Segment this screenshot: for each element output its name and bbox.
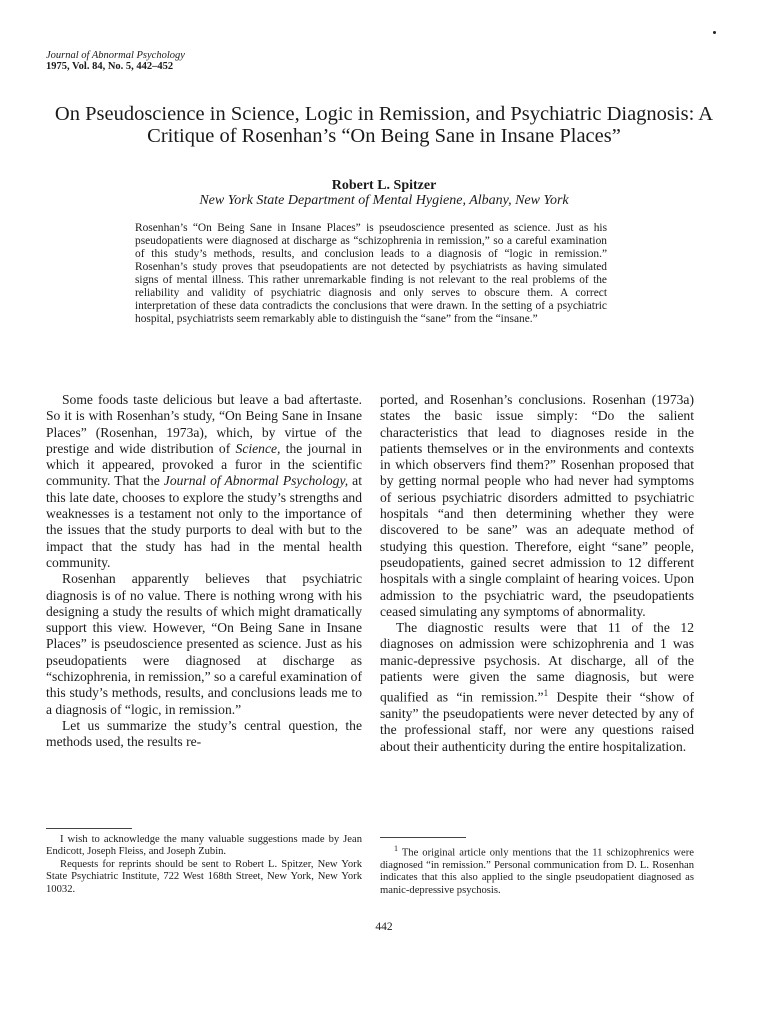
author-affiliation: New York State Department of Mental Hygiene, Albany, New York [199,193,569,208]
text-run: The diagnostic results were that 11 of the 12 diagnoses on admission were schizophrenia and 1 was manic-depressive psychosis. At discharge, all of the patients were given the same diagnosis, but were qualified as “in remission.” [380,620,694,705]
text-run: Despite their “show of sanity” the pseudopatients were never detected by any of the professional staff, nor were any questions raised about their authenticity during the entire hospitalization. [380,689,694,754]
paragraph: ported, and Rosenhan’s conclusions. Rosenhan (1973a) states the basic issue simply: “Do the salient characteristics that lead to diagnoses reside in the patients themselves or in the environments and contexts in which observers find them?” Rosenhan proposed that by getting normal people who had never had symptoms of serious psychiatric disorders admitted to psychiatric hospitals “and then determining whether they were discovered to be sane” was an adequate method of studying this question. Therefore, eight “sane” people, pseudopatients, gained secret admission to 12 different hospitals with a single complaint of hearing voices. Upon admission to the psychiatric ward, the pseudopatients ceased simulating any symptoms of abnormality. [380,392,694,619]
paragraph: Rosenhan apparently believes that psychiatric diagnosis is of no value. There is nothing wrong with his designing a study the results of which might dramatically support this view. However, “On Being Sane in Insane Places” is pseudoscience presented as science. Just as his pseudopatients were diagnosed at discharge as “schizophrenia, in remission,” so a careful examination of this study’s methods, results, and conclusions leads me to a diagnosis of “logic, in remission.” [46,571,362,717]
paragraph [46,392,362,571]
body-column-left [46,392,362,751]
scan-speck [713,31,716,34]
text-run: at this late date, chooses to explore the study’s strengths and weaknesses is a testament not only to the importance of the issues that the study purports to deal with but to the impact that the study has had in the mental health community. [46,473,362,570]
paragraph: Let us summarize the study’s central question, the methods used, the results re- [46,717,362,750]
text-run: the journal in which it appeared, provoked a furor in the scientific community. That the [46,440,362,489]
abstract: Rosenhan’s “On Being Sane in Insane Places” is pseudoscience presented as science. Just as his pseudopatients were diagnosed at discharge as “schizophrenia in remission,” so a careful examination of this study’s methods, results, and conclusion leads to a diagnosis of “logic in remission.” Rosenhan’s study proves that pseudopatients are not detected by psychiatrists as having simulated signs of mental illness. This rather unremarkable finding is not relevant to the real problems of the reliability and validity of psychiatric diagnosis and only serves to obscure them. A correct interpretation of these data contradicts the conclusions that were drawn. In the setting of a psychiatric hospital, psychiatrists seem remarkably able to distinguish the “sane” from the “insane.” [135,222,607,325]
footnote-divider [46,828,132,829]
journal-name: Journal of Abnormal Psychology [46,50,185,61]
text-run: The original article only mentions that the 11 schizophrenics were diagnosed “in remission.” Personal communication from D. L. Rosenhan indicates that this also applied to the single pseudopatient diagnosed as manic-depressive psychosis. [380,847,694,896]
author-name: Robert L. Spitzer [331,178,437,193]
footnote-acknowledgment [46,834,362,896]
journal-volume-line: 1975, Vol. 84, No. 5, 442–452 [46,61,174,72]
acknowledgment-text: I wish to acknowledge the many valuable suggestions made by Jean Endicott, Joseph Fleiss, and Joseph Zubin. [46,834,362,858]
text-run: Some foods taste delicious but leave a bad aftertaste. So it is with Rosenhan’s study, “On Being Sane in Insane Places” (Rosenhan, 1973a), which, by virtue of the prestige and wide distribution of [46,392,362,456]
footnote-reference: 1 [543,688,549,699]
journal-reference [46,50,185,72]
journal-name-jap: Journal of Abnormal Psychology, [163,473,349,489]
footnote-1 [380,843,694,897]
footnote-divider [380,837,466,838]
body-column-right [380,392,694,755]
reprints-text: Requests for reprints should be sent to Robert L. Spitzer, New York State Psychiatric Institute, 722 West 168th Street, New York, New York 10032. [46,858,362,895]
journal-name-science: Science, [235,440,281,456]
paragraph [380,620,694,755]
footnote-marker: 1 [394,844,398,853]
footnote-text [380,843,694,897]
page-number: 442 [375,921,393,933]
article-title: On Pseudoscience in Science, Logic in Remission, and Psychiatric Diagnosis: A Critique of Rosenhan’s “On Being Sane in Insane Places” [54,103,714,147]
